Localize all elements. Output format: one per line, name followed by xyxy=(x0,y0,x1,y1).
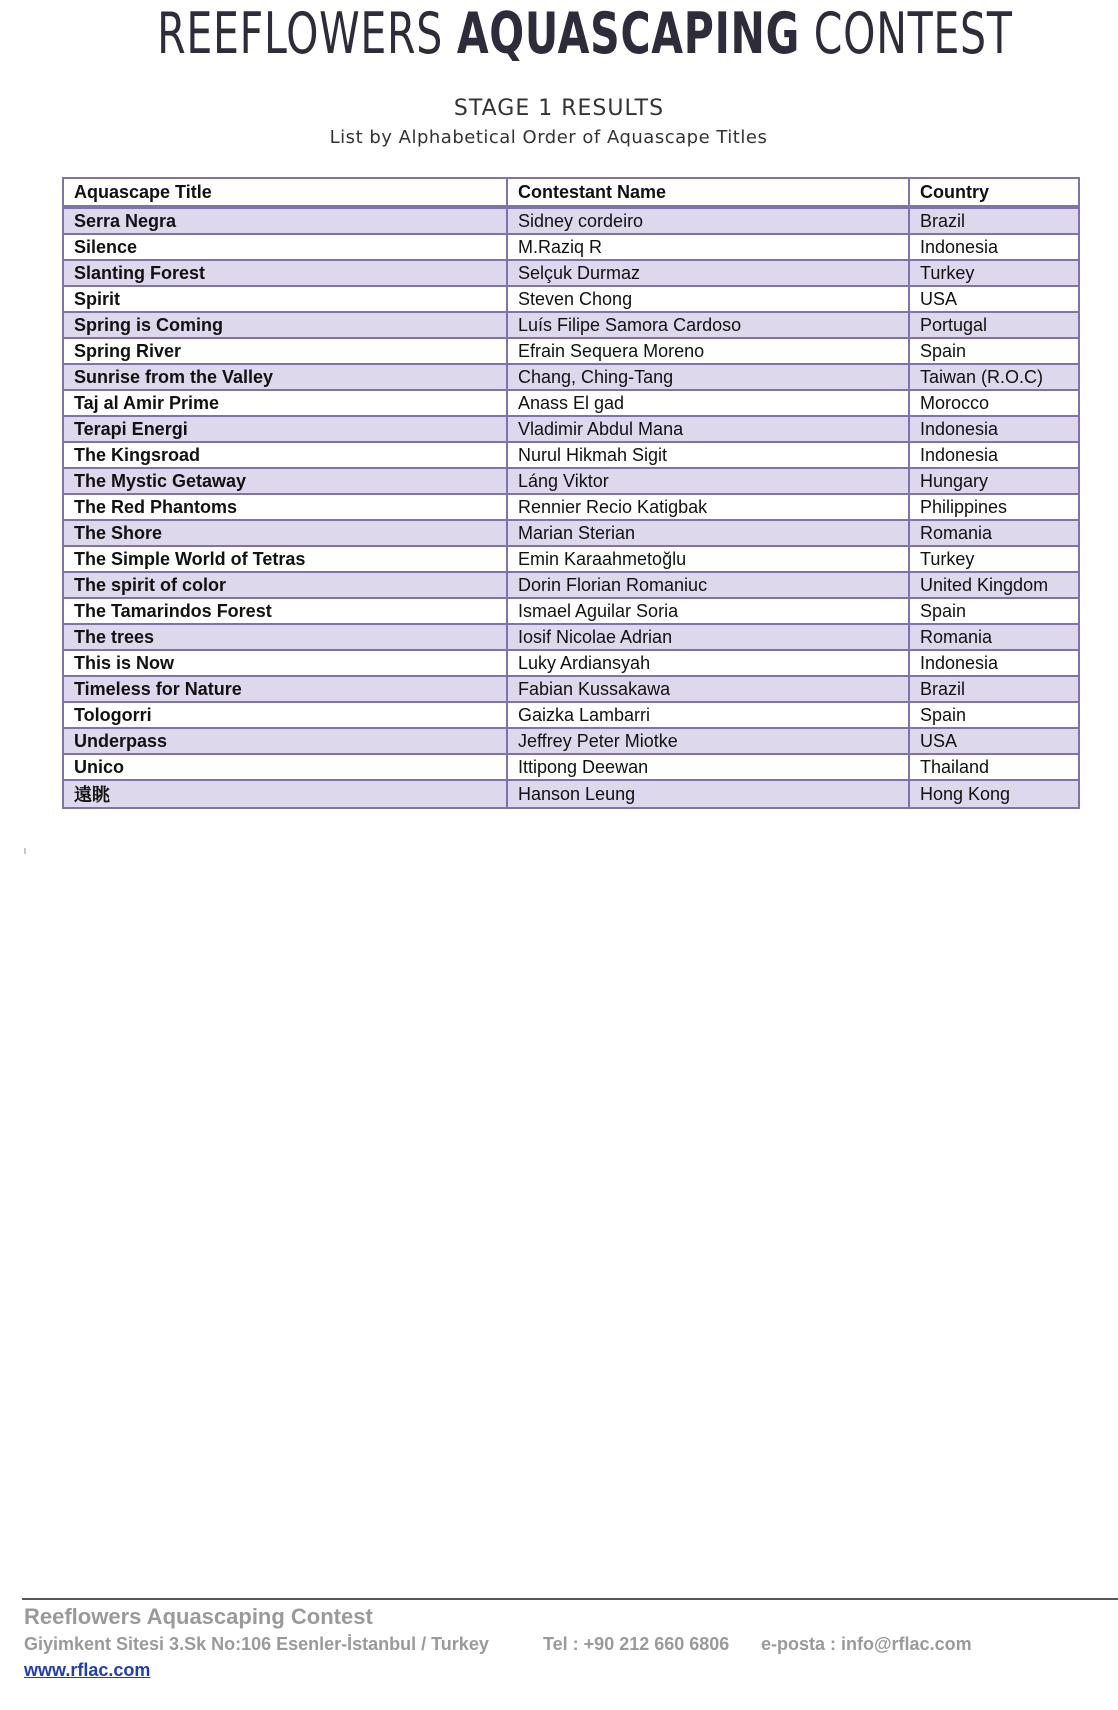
cell-country: Indonesia xyxy=(909,234,1079,260)
cell-contestant-name: Efrain Sequera Moreno xyxy=(507,338,909,364)
table-row xyxy=(63,312,1079,338)
cell-country: Thailand xyxy=(909,754,1079,780)
cell-contestant-name: M.Raziq R xyxy=(507,234,909,260)
cell-aquascape-title: The Tamarindos Forest xyxy=(63,598,507,624)
table-row xyxy=(63,416,1079,442)
cell-aquascape-title: Silence xyxy=(63,234,507,260)
cell-aquascape-title: Spring River xyxy=(63,338,507,364)
cell-aquascape-title: 遠眺 xyxy=(63,780,507,808)
footer-phone: Tel : +90 212 660 6806 xyxy=(543,1634,730,1654)
cell-country: Indonesia xyxy=(909,416,1079,442)
cell-contestant-name: Marian Sterian xyxy=(507,520,909,546)
cell-aquascape-title: The Mystic Getaway xyxy=(63,468,507,494)
table-row xyxy=(63,728,1079,754)
table-row xyxy=(63,468,1079,494)
column-header-title: Aquascape Title xyxy=(63,178,507,207)
footer-org-name: Reeflowers Aquascaping Contest xyxy=(24,1604,373,1629)
table-row xyxy=(63,650,1079,676)
cell-contestant-name: Luís Filipe Samora Cardoso xyxy=(507,312,909,338)
cell-contestant-name: Iosif Nicolae Adrian xyxy=(507,624,909,650)
cell-contestant-name: Láng Viktor xyxy=(507,468,909,494)
cell-contestant-name: Gaizka Lambarri xyxy=(507,702,909,728)
table-row xyxy=(63,234,1079,260)
cell-contestant-name: Ittipong Deewan xyxy=(507,754,909,780)
cell-country: Taiwan (R.O.C) xyxy=(909,364,1079,390)
table-row xyxy=(63,676,1079,702)
table-row xyxy=(63,702,1079,728)
cell-country: USA xyxy=(909,728,1079,754)
banner-brand-contest: CONTEST xyxy=(813,1,1013,67)
table-row xyxy=(63,520,1079,546)
cell-contestant-name: Anass El gad xyxy=(507,390,909,416)
table-row xyxy=(63,442,1079,468)
cell-aquascape-title: The spirit of color xyxy=(63,572,507,598)
cell-aquascape-title: Terapi Energi xyxy=(63,416,507,442)
cell-contestant-name: Steven Chong xyxy=(507,286,909,312)
cell-country: Hong Kong xyxy=(909,780,1079,808)
table-row xyxy=(63,338,1079,364)
cell-country: Hungary xyxy=(909,468,1079,494)
cell-contestant-name: Hanson Leung xyxy=(507,780,909,808)
column-header-country: Country xyxy=(909,178,1079,207)
cell-contestant-name: Luky Ardiansyah xyxy=(507,650,909,676)
cell-country: Turkey xyxy=(909,260,1079,286)
stage-title: STAGE 1 RESULTS xyxy=(453,96,665,121)
table-row xyxy=(63,780,1079,808)
cell-aquascape-title: The Simple World of Tetras xyxy=(63,546,507,572)
cell-aquascape-title: This is Now xyxy=(63,650,507,676)
table-row xyxy=(63,754,1079,780)
cell-contestant-name: Vladimir Abdul Mana xyxy=(507,416,909,442)
table-row xyxy=(63,624,1079,650)
cell-country: United Kingdom xyxy=(909,572,1079,598)
cell-contestant-name: Sidney cordeiro xyxy=(507,207,909,234)
table-row xyxy=(63,390,1079,416)
cell-aquascape-title: Taj al Amir Prime xyxy=(63,390,507,416)
cell-contestant-name: Emin Karaahmetoğlu xyxy=(507,546,909,572)
cell-country: Spain xyxy=(909,598,1079,624)
results-body xyxy=(63,207,1079,808)
cell-aquascape-title: The Shore xyxy=(63,520,507,546)
cell-contestant-name: Selçuk Durmaz xyxy=(507,260,909,286)
cell-contestant-name: Ismael Aguilar Soria xyxy=(507,598,909,624)
footer-email: e-posta : info@rflac.com xyxy=(761,1634,972,1654)
cell-country: Brazil xyxy=(909,676,1079,702)
cell-country: Brazil xyxy=(909,207,1079,234)
table-row xyxy=(63,572,1079,598)
table-row xyxy=(63,546,1079,572)
table-row xyxy=(63,598,1079,624)
column-header-contestant: Contestant Name xyxy=(507,178,909,207)
footer-address: Giyimkent Sitesi 3.Sk No:106 Esenler-İstanbul / Turkey xyxy=(24,1634,489,1654)
cell-country: Spain xyxy=(909,702,1079,728)
cell-aquascape-title: Spring is Coming xyxy=(63,312,507,338)
margin-mark xyxy=(24,848,26,854)
cell-country: Philippines xyxy=(909,494,1079,520)
cell-country: Turkey xyxy=(909,546,1079,572)
table-row xyxy=(63,364,1079,390)
cell-country: Spain xyxy=(909,338,1079,364)
cell-country: Indonesia xyxy=(909,650,1079,676)
cell-country: Romania xyxy=(909,520,1079,546)
table-header-row xyxy=(63,178,1079,207)
cell-country: USA xyxy=(909,286,1079,312)
cell-aquascape-title: Sunrise from the Valley xyxy=(63,364,507,390)
table-row xyxy=(63,494,1079,520)
cell-contestant-name: Dorin Florian Romaniuc xyxy=(507,572,909,598)
cell-country: Morocco xyxy=(909,390,1079,416)
cell-aquascape-title: Underpass xyxy=(63,728,507,754)
cell-aquascape-title: Serra Negra xyxy=(63,207,507,234)
contest-banner xyxy=(157,1,1013,67)
website-link[interactable]: www.rflac.com xyxy=(24,1660,151,1680)
cell-country: Portugal xyxy=(909,312,1079,338)
footer-divider xyxy=(22,1598,1118,1600)
table-row xyxy=(63,286,1079,312)
cell-country: Indonesia xyxy=(909,442,1079,468)
cell-aquascape-title: Timeless for Nature xyxy=(63,676,507,702)
cell-aquascape-title: Tologorri xyxy=(63,702,507,728)
cell-contestant-name: Nurul Hikmah Sigit xyxy=(507,442,909,468)
cell-country: Romania xyxy=(909,624,1079,650)
banner-brand-bold: AQUASCAPING xyxy=(456,1,801,67)
cell-contestant-name: Chang, Ching-Tang xyxy=(507,364,909,390)
cell-aquascape-title: Slanting Forest xyxy=(63,260,507,286)
table-row xyxy=(63,207,1079,234)
cell-contestant-name: Jeffrey Peter Miotke xyxy=(507,728,909,754)
table-row xyxy=(63,260,1079,286)
cell-aquascape-title: Spirit xyxy=(63,286,507,312)
list-subtitle: List by Alphabetical Order of Aquascape Titles xyxy=(329,127,768,148)
cell-aquascape-title: The Red Phantoms xyxy=(63,494,507,520)
results-table xyxy=(62,177,1080,809)
cell-aquascape-title: The trees xyxy=(63,624,507,650)
cell-contestant-name: Rennier Recio Katigbak xyxy=(507,494,909,520)
cell-contestant-name: Fabian Kussakawa xyxy=(507,676,909,702)
cell-aquascape-title: Unico xyxy=(63,754,507,780)
cell-aquascape-title: The Kingsroad xyxy=(63,442,507,468)
banner-brand-light: REEFLOWERS xyxy=(157,1,444,67)
